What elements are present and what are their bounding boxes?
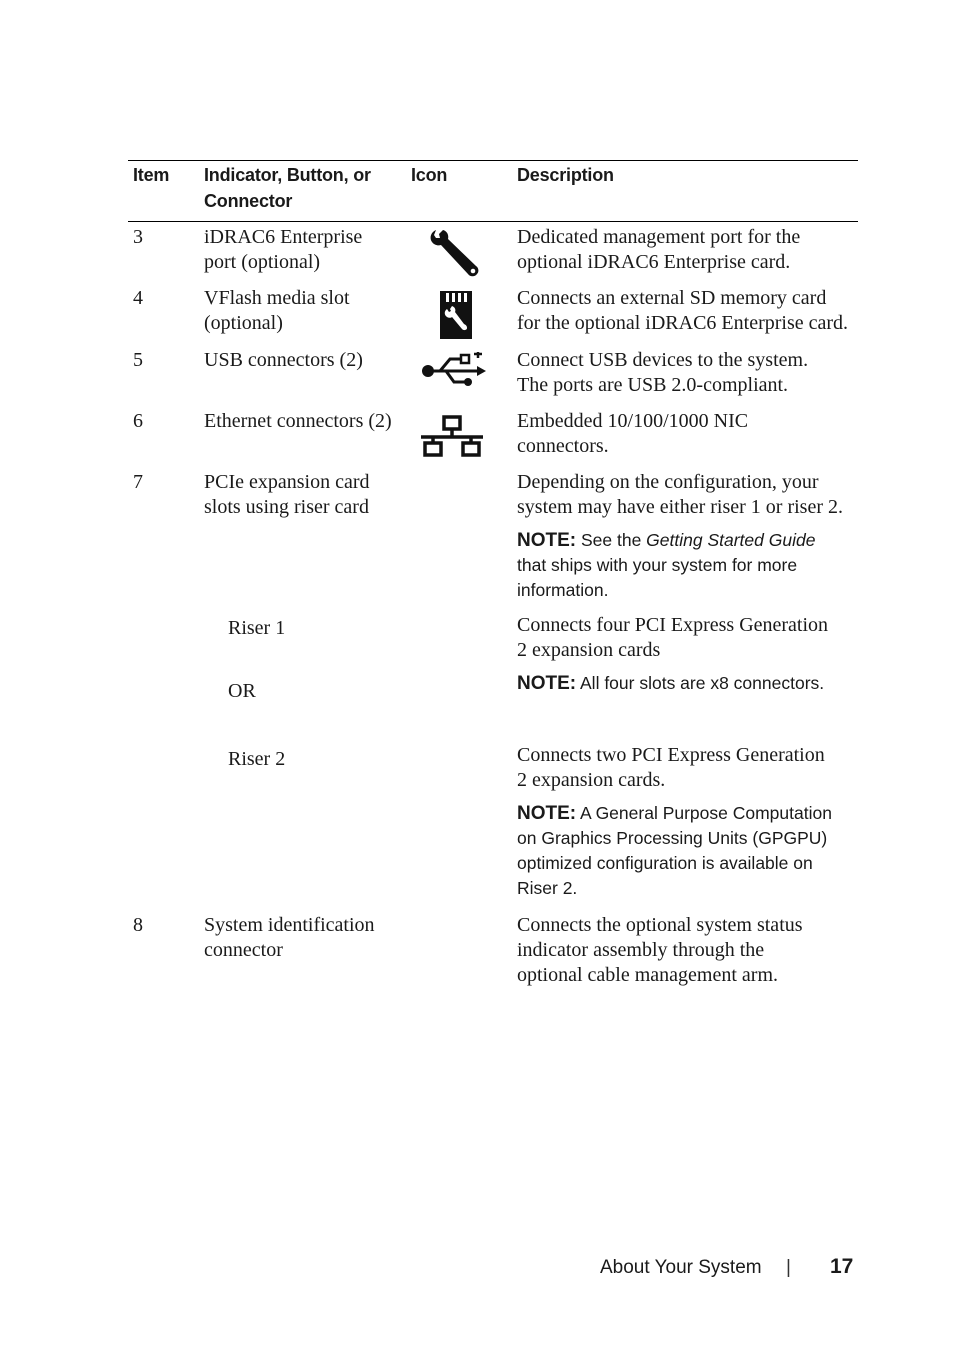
row-item-number: 7: [133, 471, 143, 493]
sd-card-wrench-icon: [438, 291, 474, 346]
note-text: A General Purpose Computation on Graphics Processing Units (GPGPU) optimized configuration is available on Riser 2.: [517, 803, 832, 898]
note: [517, 671, 857, 696]
note-guide-title: Getting Started Guide: [646, 530, 816, 550]
note-text: All four slots are x8 connectors.: [576, 673, 825, 693]
sub-item-description: Connects four PCI Express Generation 2 expansion cards: [517, 614, 829, 661]
row-item-number: 5: [133, 349, 143, 371]
note-label: NOTE:: [517, 530, 577, 551]
sub-item-description: Connects two PCI Express Generation 2 expansion cards.: [517, 744, 825, 791]
note-label: NOTE:: [517, 803, 577, 824]
note: [517, 528, 857, 603]
note-label: NOTE:: [517, 673, 577, 694]
note-text: that ships with your system for more information.: [517, 555, 798, 600]
row-indicator: USB connectors (2): [204, 349, 363, 371]
row-item-number: 4: [133, 287, 143, 309]
page-number: 17: [830, 1255, 854, 1278]
row-item-number: 6: [133, 410, 143, 432]
row-indicator: Ethernet connectors (2): [204, 410, 392, 432]
column-header-item: Item: [133, 165, 170, 185]
row-description: Connects an external SD memory card for the optional iDRAC6 Enterprise card.: [517, 287, 849, 334]
table-header-rule: [128, 221, 858, 222]
column-header-icon: Icon: [411, 165, 448, 185]
note: [517, 801, 857, 901]
row-description: Embedded 10/100/1000 NIC connectors.: [517, 410, 749, 457]
footer-section-title: About Your System: [600, 1257, 762, 1278]
row-description: Dedicated management port for the optional iDRAC6 Enterprise card.: [517, 226, 801, 273]
usb-icon: [420, 352, 486, 393]
sub-item-label: OR: [228, 680, 256, 702]
row-description: Connect USB devices to the system. The ports are USB 2.0-compliant.: [517, 349, 809, 396]
row-description: Connects the optional system status indicator assembly through the optional cable management arm.: [517, 914, 803, 986]
network-icon: [421, 415, 483, 462]
sub-item-label: Riser 1: [228, 617, 286, 639]
row-indicator: iDRAC6 Enterprise port (optional): [204, 226, 363, 273]
column-header-description: Description: [517, 165, 614, 185]
sub-item-label: Riser 2: [228, 748, 286, 770]
row-description: Depending on the configuration, your system may have either riser 1 or riser 2.: [517, 471, 844, 518]
row-indicator: System identification connector: [204, 914, 375, 961]
column-header-indicator: Indicator, Button, or Connector: [204, 165, 371, 211]
wrench-icon: [428, 228, 482, 285]
row-indicator: PCIe expansion card slots using riser card: [204, 471, 370, 518]
table-top-rule: [128, 160, 858, 161]
row-indicator: VFlash media slot (optional): [204, 287, 350, 334]
row-item-number: 8: [133, 914, 143, 936]
row-item-number: 3: [133, 226, 143, 248]
note-text: See the: [576, 530, 647, 550]
footer-separator: |: [786, 1257, 791, 1278]
